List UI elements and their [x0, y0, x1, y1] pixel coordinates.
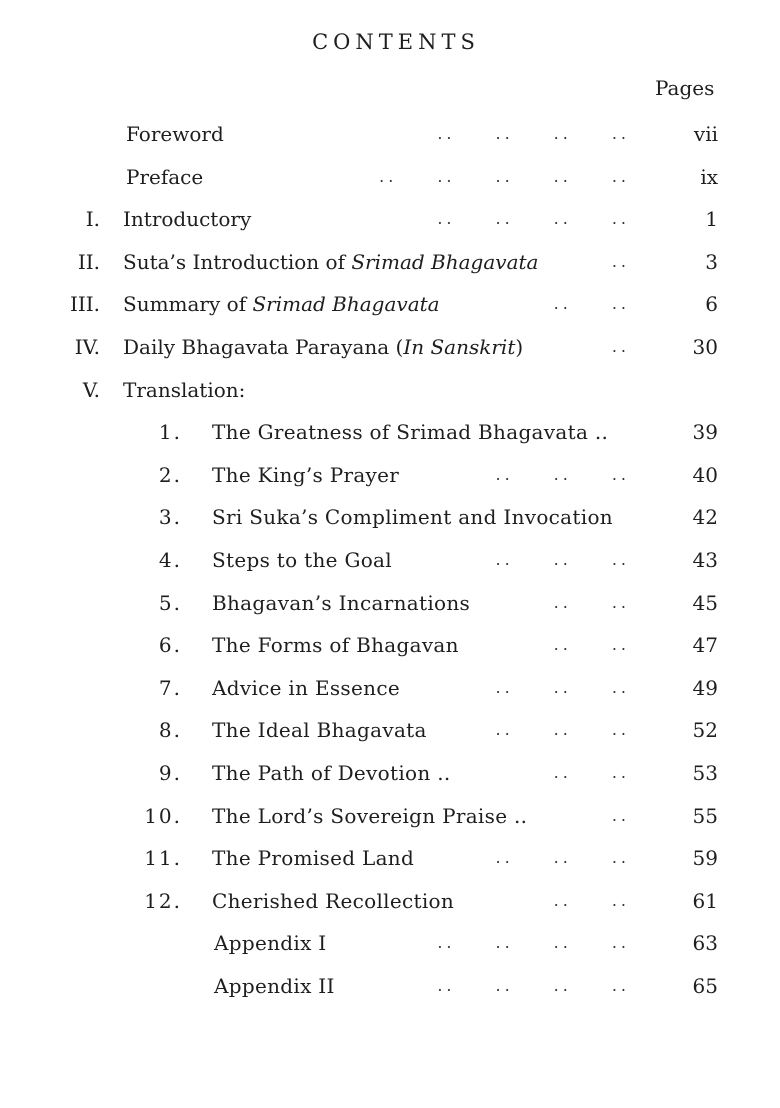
entry-title-text: Steps to the Goal — [212, 547, 392, 572]
contents-entry — [0, 800, 780, 843]
entry-title — [212, 757, 451, 789]
entry-title — [123, 288, 440, 320]
page-number: 43 — [692, 547, 718, 572]
entry-title — [212, 544, 392, 576]
contents-entry — [0, 501, 780, 544]
dot-leader: .. .. .. .. — [437, 124, 630, 143]
contents-entry — [0, 416, 780, 459]
entry-title — [212, 501, 613, 533]
page-number: 47 — [692, 633, 718, 658]
entry-title — [123, 246, 538, 278]
contents-entry — [0, 927, 780, 970]
contents-entry — [0, 203, 780, 246]
entry-title-text: ) — [515, 334, 524, 359]
dot-leader: .. — [611, 251, 630, 271]
entry-title-text: The Ideal Bhagavata — [212, 718, 427, 743]
contents-entry — [0, 459, 780, 502]
page-number: 65 — [692, 973, 718, 998]
entry-title-text: Bhagavan’s Incarnations — [212, 590, 471, 615]
entry-number: 11. — [144, 846, 182, 871]
entry-number: I. — [85, 207, 100, 232]
dot-leader: .. .. .. — [495, 720, 630, 740]
entry-title — [212, 714, 427, 746]
page-number: 42 — [692, 505, 718, 530]
entry-title-text: The Lord’s Sovereign Praise .. — [212, 803, 528, 828]
dot-leader: .. .. .. .. — [437, 975, 630, 995]
entry-number: 7. — [158, 675, 182, 700]
entry-number: II. — [77, 249, 100, 274]
contents-entry — [0, 885, 780, 928]
contents-entry — [0, 714, 780, 757]
entry-title-text: The Path of Devotion .. — [212, 760, 451, 785]
entry-title — [212, 587, 470, 619]
entry-title-text: Cherished Recollection — [212, 888, 455, 913]
entry-title — [212, 672, 400, 704]
entry-title-text: Sri Suka’s Compliment and Invocation — [212, 505, 613, 530]
dot-leader: .. — [611, 336, 630, 356]
entry-number: 12. — [144, 888, 182, 913]
entry-number: 1. — [158, 420, 182, 445]
entry-title-text: The King’s Prayer — [212, 462, 400, 487]
page-number: 1 — [705, 207, 718, 232]
page-number: 53 — [692, 760, 718, 785]
entry-title-text: Summary of — [123, 292, 253, 317]
contents-entry — [0, 544, 780, 587]
contents-entry — [0, 331, 780, 374]
dot-leader: .. .. — [553, 890, 630, 910]
contents-entry — [0, 374, 780, 417]
dot-leader: .. — [611, 805, 630, 825]
entry-number: 2. — [158, 462, 182, 487]
page-number: 61 — [692, 888, 718, 913]
entry-title — [123, 374, 245, 406]
entry-title — [123, 203, 251, 235]
entry-title-text: Advice in Essence — [212, 675, 400, 700]
entry-number: 5. — [158, 590, 182, 615]
dot-leader: .. .. .. .. .. — [379, 166, 630, 186]
entry-title — [212, 629, 459, 661]
entry-title-italic: Srimad Bhagavata — [252, 292, 440, 317]
contents-entry — [0, 757, 780, 800]
entry-title-text: Foreword — [126, 122, 224, 146]
entry-title-text: The Promised Land — [212, 846, 415, 871]
page-number: 39 — [692, 420, 718, 445]
page-number: 49 — [692, 675, 718, 700]
dot-leader: .. .. — [553, 762, 630, 782]
entry-title-text: Introductory — [123, 207, 252, 232]
dot-leader: .. .. .. — [495, 848, 630, 868]
entry-number: V. — [82, 377, 100, 402]
entry-title-text: The Greatness of Srimad Bhagavata .. — [212, 420, 609, 445]
entry-title-text: Appendix II — [214, 973, 335, 998]
entry-title — [212, 885, 454, 917]
page-number: 59 — [692, 846, 718, 871]
entry-title — [212, 842, 414, 874]
entry-number: 3. — [158, 505, 182, 530]
pages-column-header: Pages — [655, 76, 715, 100]
entry-title-text: The Forms of Bhagavan — [212, 633, 459, 658]
page-number: 6 — [705, 292, 718, 317]
page-number: 45 — [692, 590, 718, 615]
entry-title-italic: In Sanskrit — [403, 334, 516, 359]
dot-leader: .. .. — [553, 294, 630, 314]
entry-number: III. — [69, 292, 100, 317]
dot-leader: .. .. .. — [495, 549, 630, 569]
contents-entry — [0, 118, 780, 161]
entry-title — [212, 416, 608, 448]
entry-title — [123, 331, 523, 363]
entry-number: IV. — [74, 334, 100, 359]
dot-leader: .. .. — [553, 592, 630, 612]
page-number: 30 — [692, 334, 718, 359]
page-number: 40 — [692, 462, 718, 487]
contents-entry — [0, 842, 780, 885]
entry-title — [212, 459, 399, 491]
page-number: 63 — [692, 931, 718, 956]
entry-number: 9. — [158, 760, 182, 785]
dot-leader: .. .. .. — [495, 677, 630, 697]
page-number: 3 — [705, 249, 718, 274]
contents-entry — [0, 246, 780, 289]
entry-number: 6. — [158, 633, 182, 658]
dot-leader: .. .. .. .. — [437, 209, 630, 229]
entry-title-text: Appendix I — [214, 931, 327, 956]
contents-entry — [0, 629, 780, 672]
entry-title-italic: Srimad Bhagavata — [351, 249, 539, 274]
entry-title — [126, 118, 224, 150]
page-number: ix — [700, 164, 718, 189]
dot-leader: .. .. .. — [495, 464, 630, 484]
page-title: CONTENTS — [312, 30, 480, 54]
dot-leader: .. .. — [553, 635, 630, 655]
entry-title — [214, 927, 327, 959]
entry-number: 10. — [144, 803, 182, 828]
entry-number: 4. — [158, 547, 182, 572]
contents-entry — [0, 970, 780, 1013]
entry-number: 8. — [158, 718, 182, 743]
entry-title-text: Daily Bhagavata Parayana ( — [123, 334, 404, 359]
page-number: 52 — [692, 718, 718, 743]
entry-title-text: Translation: — [123, 377, 246, 402]
entry-title — [126, 161, 203, 193]
contents-entry — [0, 672, 780, 715]
entry-title — [212, 800, 527, 832]
page-number: 55 — [692, 803, 718, 828]
entry-title — [214, 970, 335, 1002]
dot-leader: .. .. .. .. — [437, 933, 630, 953]
contents-list — [0, 118, 780, 1012]
contents-entry — [0, 161, 780, 204]
contents-entry — [0, 288, 780, 331]
entry-title-text: Preface — [126, 164, 204, 189]
contents-entry — [0, 587, 780, 630]
entry-title-text: Suta’s Introduction of — [123, 249, 352, 274]
page-number: vii — [693, 122, 718, 146]
